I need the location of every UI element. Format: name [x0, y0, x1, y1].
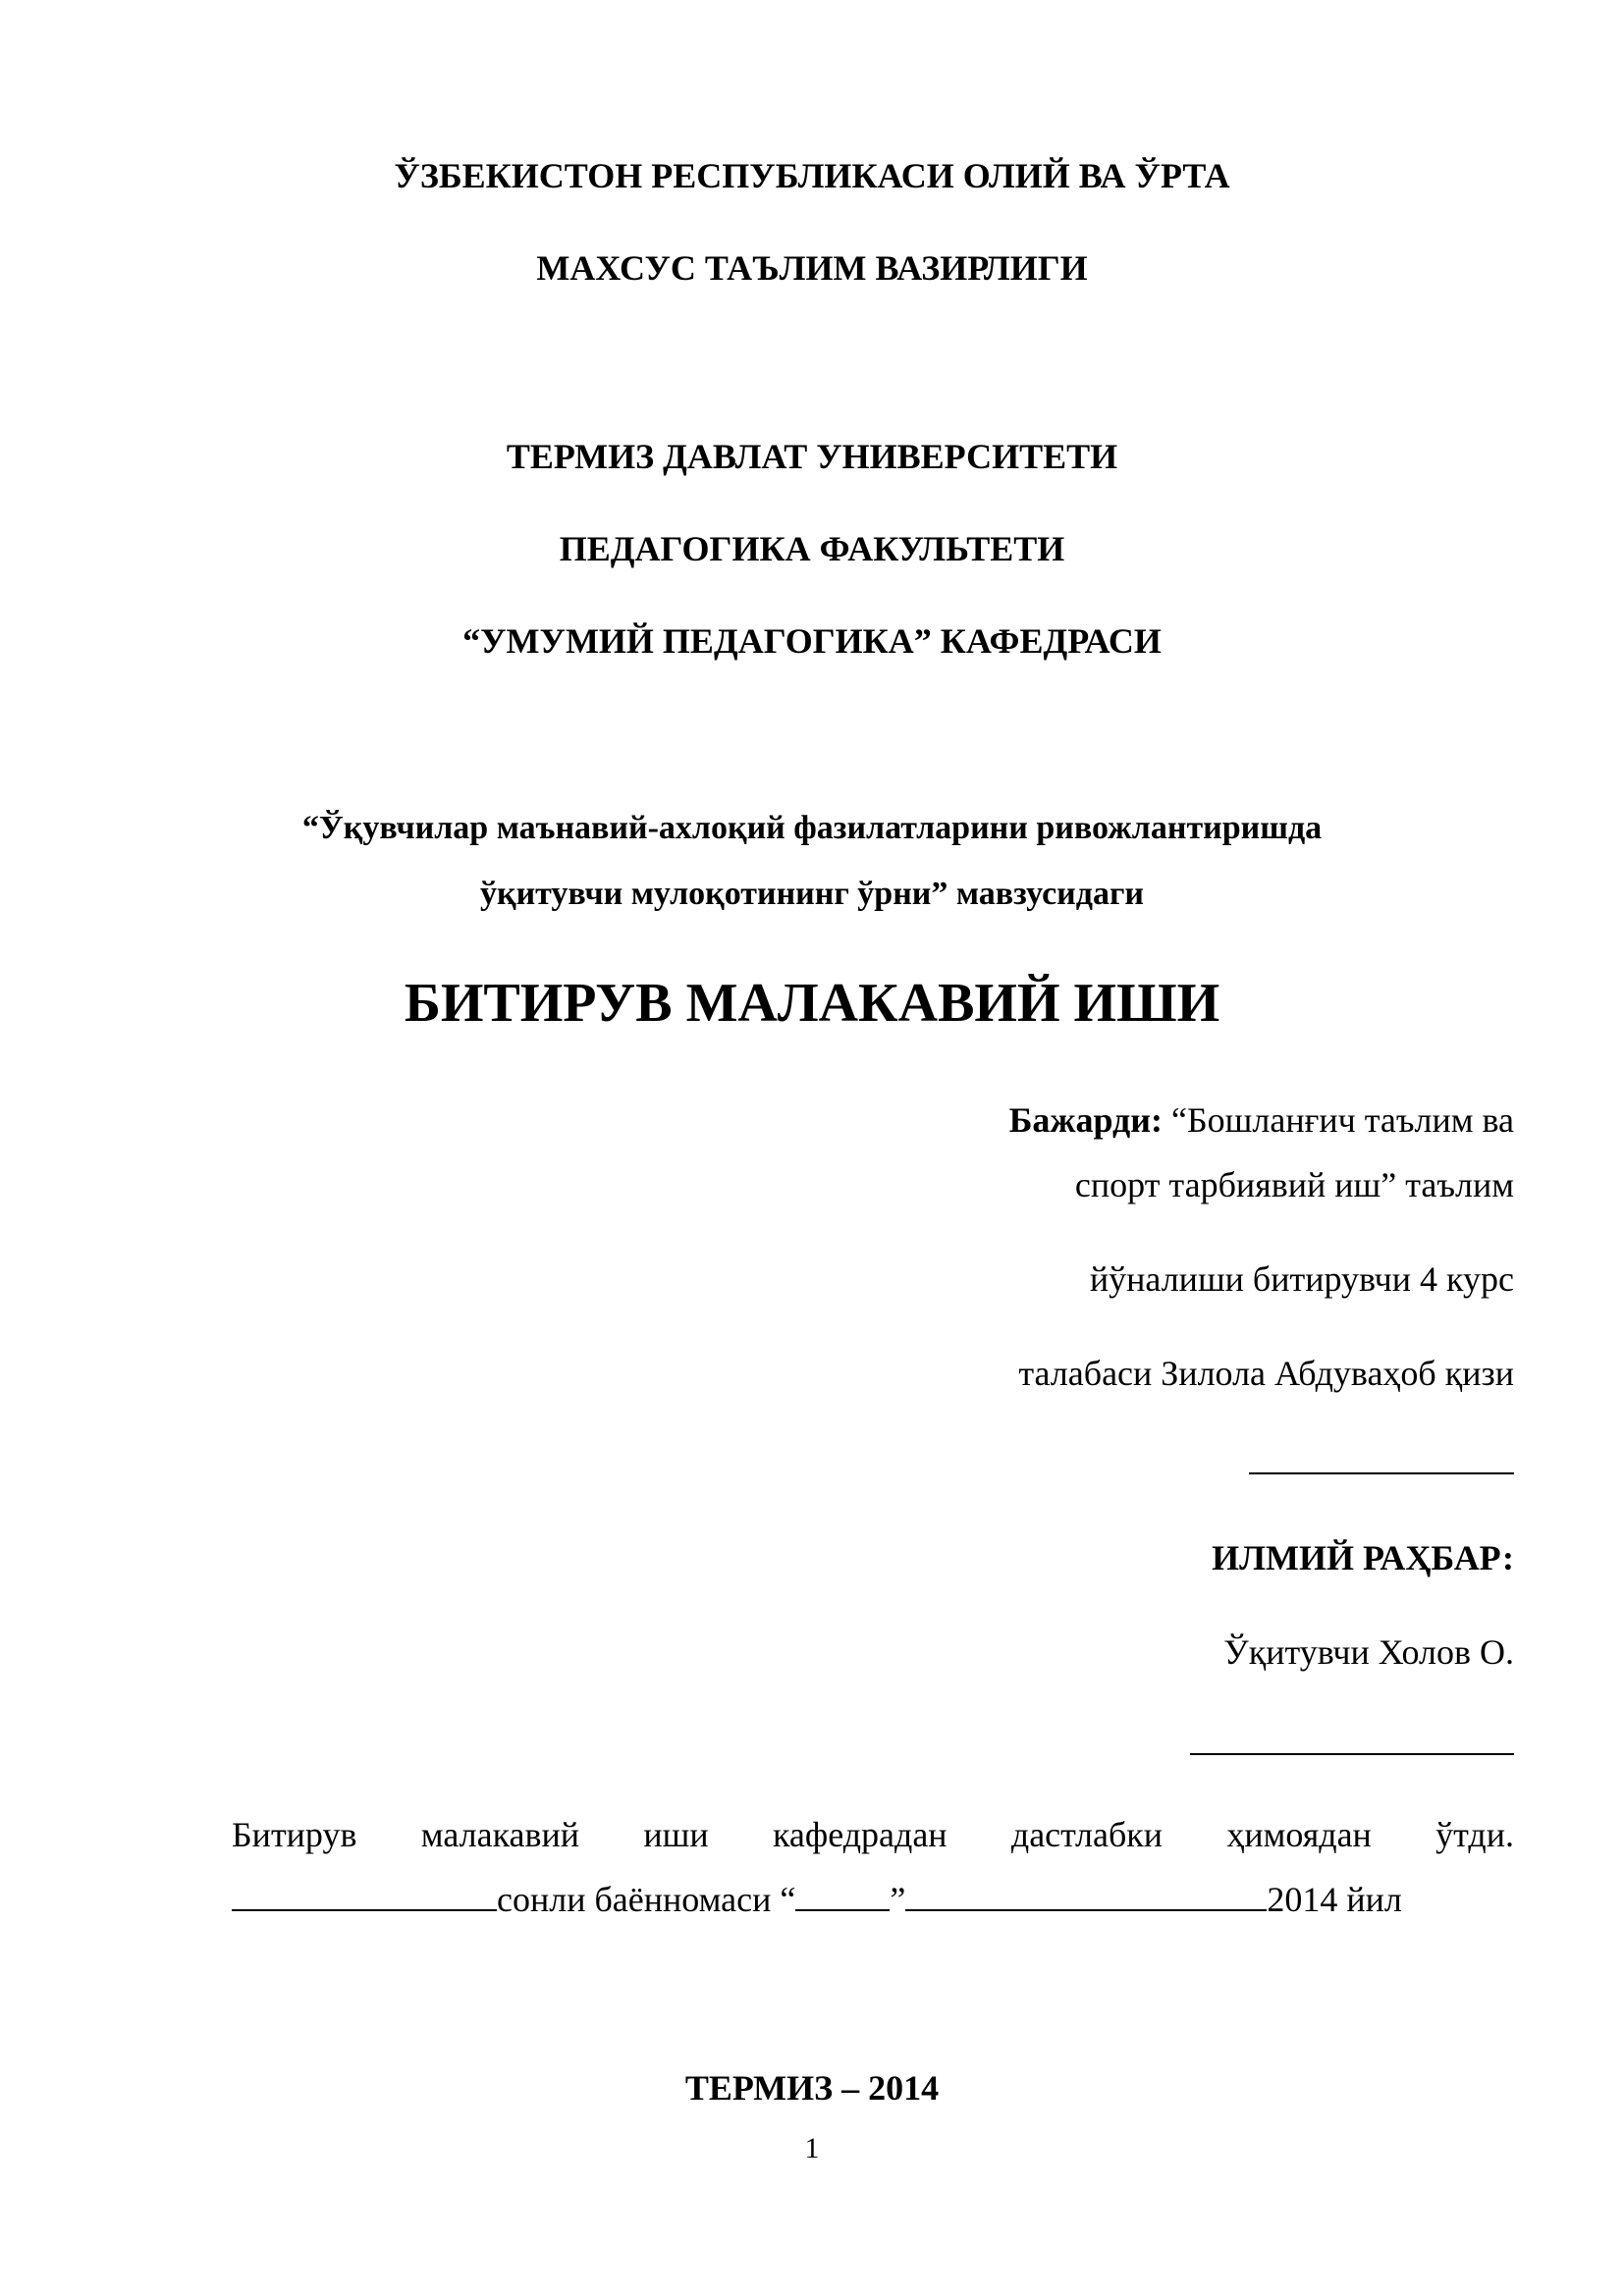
defense-word: дастлабки	[1010, 1815, 1164, 1854]
faculty-name: ПЕДАГОГИКА ФАКУЛЬТЕТИ	[559, 529, 1065, 568]
defense-word: Битирув	[232, 1815, 357, 1854]
supervisor-signature-line	[1190, 1753, 1514, 1755]
protocol-number-blank	[232, 1880, 497, 1911]
city-year: ТЕРМИЗ – 2014	[684, 2068, 940, 2108]
supervisor-label: ИЛМИЙ РАҲБАР:	[1212, 1538, 1514, 1577]
protocol-line	[232, 1879, 1402, 1920]
performer-line-3: йўналиши битирувчи 4 курс	[1089, 1259, 1514, 1299]
protocol-year: 2014 йил	[1267, 1880, 1402, 1919]
defense-statement	[232, 1814, 1514, 1855]
page-number: 1	[804, 2132, 820, 2164]
defense-word: ҳимоядан	[1226, 1815, 1372, 1854]
protocol-quote-close: ”	[890, 1880, 906, 1919]
defense-word: кафедрадан	[772, 1815, 947, 1854]
ministry-line-2: МАХСУС ТАЪЛИМ ВАЗИРЛИГИ	[536, 248, 1088, 288]
department-name: “УМУМИЙ ПЕДАГОГИКА” КАФЕДРАСИ	[462, 621, 1162, 661]
defense-word: ўтди.	[1435, 1815, 1514, 1854]
defense-word: малакавий	[420, 1815, 580, 1854]
defense-word: иши	[643, 1815, 709, 1854]
performer-line-1	[1009, 1099, 1514, 1141]
topic-line-2: ўқитувчи мулоқотининг ўрни” мавзусидаги	[480, 876, 1144, 912]
performer-label: Бажарди:	[1008, 1100, 1163, 1140]
performer-program-start: “Бошланғич таълим ва	[1163, 1100, 1514, 1140]
performer-signature-line	[1249, 1472, 1514, 1474]
protocol-month-blank	[905, 1880, 1267, 1911]
ministry-line-1: ЎЗБЕКИСТОН РЕСПУБЛИКАСИ ОЛИЙ ВА ЎРТА	[394, 156, 1230, 195]
performer-line-2: спорт тарбиявий иш” таълим	[1074, 1165, 1514, 1204]
university-name: ТЕРМИЗ ДАВЛАТ УНИВЕРСИТЕТИ	[506, 437, 1118, 476]
protocol-text: сонли баённомаси “	[497, 1880, 796, 1919]
performer-line-4: талабаси Зилола Абдуваҳоб қизи	[1018, 1354, 1514, 1393]
supervisor-name: Ўқитувчи Холов О.	[1223, 1632, 1514, 1672]
work-title: БИТИРУВ МАЛАКАВИЙ ИШИ	[404, 973, 1220, 1034]
topic-line-1: “Ўқувчилар маънавий-ахлоқий фазилатларини ривожлантиришда	[301, 810, 1323, 846]
protocol-day-blank	[795, 1880, 890, 1911]
